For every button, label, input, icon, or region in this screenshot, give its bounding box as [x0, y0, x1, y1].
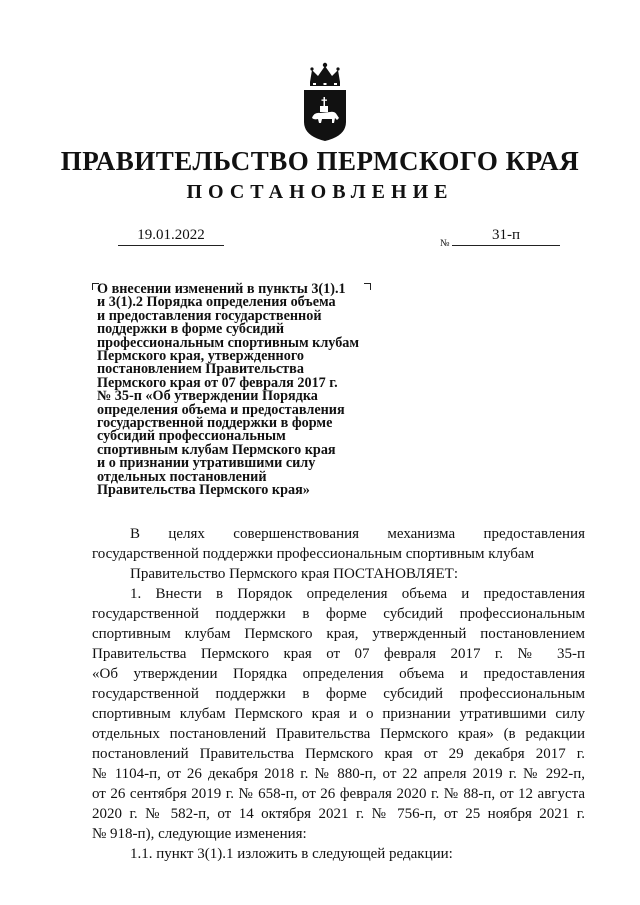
- subject-line: Правительства Пермского края»: [97, 482, 310, 499]
- subject-line: поддержки в форме субсидий: [97, 321, 284, 338]
- government-title: ПРАВИТЕЛЬСТВО ПЕРМСКОГО КРАЯ: [60, 146, 580, 176]
- document-type-title: ПОСТАНОВЛЕНИЕ: [186, 181, 454, 203]
- subject-line: и 3(1).2 Порядка определения объема: [97, 294, 336, 311]
- body-line: отдельных постановлений Правительства Пермского края» (в редакции: [92, 726, 585, 742]
- number-label: №: [440, 238, 450, 249]
- body-line: 2020 г. № 582-п, от 14 октября 2021 г. № 756-п, от 25 ноября 2021 г.: [92, 806, 585, 822]
- body-line: государственной поддержки профессиональным спортивным клубам: [92, 546, 535, 562]
- document-body: [92, 524, 585, 864]
- body-line: Правительства Пермского края от 07 февраля 2017 г. № 35-п: [92, 646, 585, 662]
- body-line: государственной поддержки в форме субсидий профессиональным: [92, 606, 585, 622]
- resolves-paragraph: [92, 564, 585, 584]
- body-line: № 918-п), следующие изменения:: [92, 826, 307, 842]
- subject-line: Пермского края, утвержденного: [97, 348, 305, 365]
- document-number: 31-п: [452, 227, 560, 246]
- item-1-1-line: 1.1. пункт 3(1).1 изложить в следующей редакции:: [130, 846, 453, 862]
- resolves-line: Правительство Пермского края ПОСТАНОВЛЯЕТ:: [130, 566, 459, 582]
- body-line: 1. Внести в Порядок определения объема и предоставления: [130, 586, 585, 602]
- document-subject: [97, 283, 387, 498]
- subject-line: и предоставления государственной: [97, 307, 322, 324]
- subject-line: государственной поддержки в форме: [97, 415, 333, 432]
- subject-line: № 35-п «Об утверждении Порядка: [97, 388, 318, 405]
- subject-line: Пермского края от 07 февраля 2017 г.: [97, 374, 338, 391]
- body-line: В целях совершенствования механизма предоставления: [130, 526, 585, 542]
- body-line: «Об утверждении Порядка определения объема и предоставления: [92, 666, 585, 682]
- subject-line: постановлением Правительства: [97, 361, 304, 378]
- subject-line: и о признании утратившими силу: [97, 455, 316, 472]
- body-line: спортивным клубам Пермского края и о признании утратившими силу: [92, 706, 585, 722]
- subject-line: субсидий профессиональным: [97, 428, 286, 445]
- item-1-paragraph: [92, 584, 585, 844]
- body-line: постановлений Правительства Пермского края от 29 декабря 2017 г.: [92, 746, 585, 762]
- subject-line: определения объема и предоставления: [97, 401, 345, 418]
- body-line: № 1104-п, от 26 декабря 2018 г. № 880-п, от 22 апреля 2019 г. № 292-п,: [92, 766, 585, 782]
- subject-line: спортивным клубам Пермского края: [97, 441, 336, 458]
- body-line: государственной поддержки в форме субсидий профессиональным: [92, 686, 585, 702]
- item-1-1-paragraph: [92, 844, 585, 864]
- subject-line: отдельных постановлений: [97, 468, 267, 485]
- body-line: спортивным клубам Пермского края, утвержденный постановлением: [92, 626, 585, 642]
- preamble-paragraph: [92, 524, 585, 564]
- subject-line: О внесении изменений в пункты 3(1).1: [97, 281, 346, 297]
- document-date: 19.01.2022: [118, 227, 224, 246]
- coat-of-arms-icon: [302, 60, 348, 142]
- subject-line: профессиональным спортивным клубам: [97, 334, 360, 351]
- body-line: от 26 сентября 2019 г. № 658-п, от 26 февраля 2020 г. № 88-п, от 12 августа: [92, 786, 585, 802]
